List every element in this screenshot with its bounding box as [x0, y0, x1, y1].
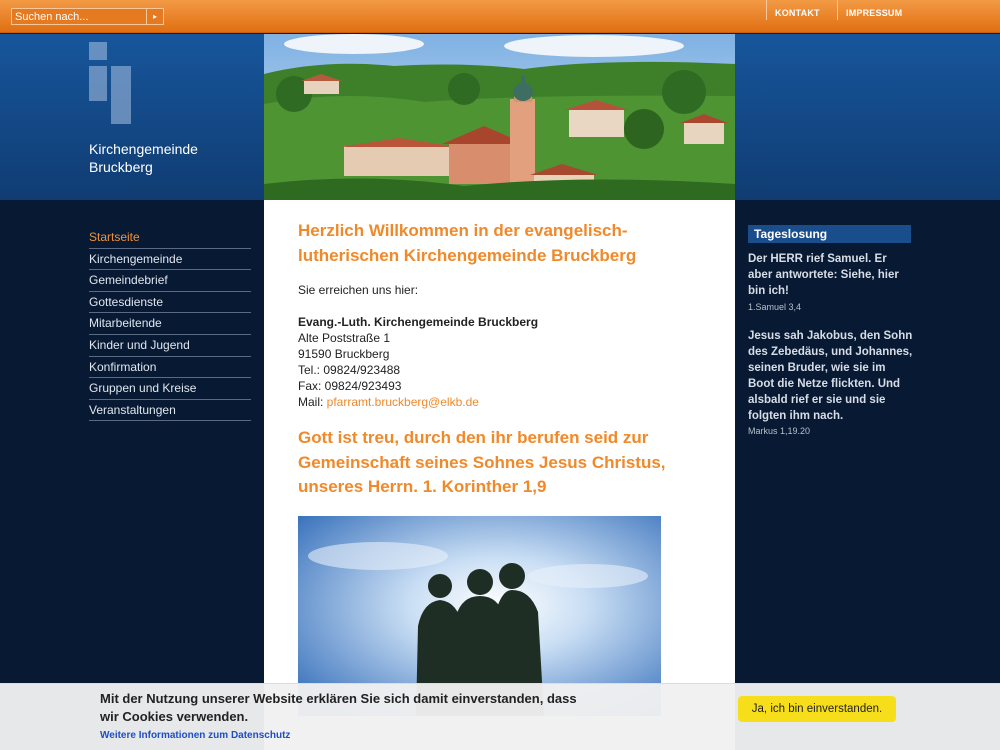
- nav-link[interactable]: Mitarbeitende: [89, 316, 162, 331]
- nav-item-konfirmation[interactable]: [89, 357, 251, 379]
- mail-label: Mail:: [298, 395, 327, 409]
- imprint-link[interactable]: IMPRESSUM: [837, 0, 917, 20]
- lehrtext-verse: Jesus sah Jakobus, den Sohn des Zebedäus, und Johannes, seinen Bruder, wie sie im Boot die Netze flickten. Und alsbald rief er sie und sie folgten ihm nach.: [748, 330, 913, 422]
- address-name: Evang.-Luth. Kirchengemeinde Bruckberg: [298, 315, 539, 329]
- nav-link[interactable]: Gottesdienste: [89, 294, 164, 309]
- hero-church-image: [264, 34, 735, 200]
- nav-link[interactable]: Kirchengemeinde: [89, 251, 183, 266]
- privacy-link[interactable]: Weitere Informationen zum Datenschutz: [100, 730, 291, 741]
- nav-link[interactable]: Gemeindebrief: [89, 273, 168, 288]
- cookie-accept-button[interactable]: Ja, ich bin einverstanden.: [738, 696, 896, 722]
- nav-item-kirchengemeinde[interactable]: [89, 249, 251, 271]
- contact-address: [298, 314, 538, 410]
- nav-item-veranstaltungen[interactable]: [89, 400, 251, 422]
- nav-link[interactable]: Kinder und Jugend: [89, 337, 190, 352]
- verse-heading: Gott ist treu, durch den ihr berufen seid zur Gemeinschaft seines Sohnes Jesus Christus, unseres Herrn. 1. Korinther 1,9: [298, 428, 666, 496]
- header-right: [735, 34, 1000, 200]
- top-bar: [0, 0, 1000, 33]
- contact-link[interactable]: KONTAKT: [766, 0, 837, 20]
- main-navigation: [89, 227, 251, 421]
- page-title: Herzlich Willkommen in der evangelisch-lutherischen Kirchengemeinde Bruckberg: [298, 221, 637, 265]
- nav-item-startseite[interactable]: [89, 227, 251, 249]
- address-city: 91590 Bruckberg: [298, 347, 390, 361]
- nav-link[interactable]: Gruppen und Kreise: [89, 381, 197, 396]
- address-phone: Tel.: 09824/923488: [298, 363, 401, 377]
- cookie-message: Mit der Nutzung unserer Website erklären Sie sich damit einverstanden, dass wir Cookies verwenden.: [100, 691, 577, 724]
- main-content: [264, 200, 735, 750]
- site-name[interactable]: [89, 140, 198, 176]
- search-submit-icon[interactable]: ▸: [146, 9, 163, 24]
- logo-icon[interactable]: [89, 42, 131, 124]
- losung-verse: Der HERR rief Samuel. Er aber antwortete: Siehe, hier bin ich!: [748, 253, 899, 297]
- search-box: [11, 8, 164, 25]
- nav-item-gruppen-und-kreise[interactable]: [89, 378, 251, 400]
- site-name-line1: Kirchengemeinde: [89, 141, 198, 157]
- contact-intro: Sie erreichen uns hier:: [298, 283, 419, 297]
- address-fax: Fax: 09824/923493: [298, 379, 402, 393]
- nav-item-mitarbeitende[interactable]: [89, 313, 251, 335]
- mail-link[interactable]: pfarramt.bruckberg@elkb.de: [326, 395, 479, 409]
- top-links: [766, 0, 917, 20]
- nav-link[interactable]: Veranstaltungen: [89, 402, 176, 417]
- nav-item-gottesdienste[interactable]: [89, 292, 251, 314]
- address-mail-row: [298, 394, 538, 410]
- losung-reference: 1.Samuel 3,4: [748, 302, 802, 312]
- cookie-banner: [0, 683, 1000, 750]
- site-name-line2: Bruckberg: [89, 159, 153, 175]
- address-street: Alte Poststraße 1: [298, 331, 391, 345]
- tageslosung-title: Tageslosung: [748, 225, 911, 243]
- nav-link[interactable]: Konfirmation: [89, 359, 157, 374]
- nav-item-gemeindebrief[interactable]: [89, 270, 251, 292]
- nav-item-kinder-und-jugend[interactable]: [89, 335, 251, 357]
- lehrtext-reference: Markus 1,19.20: [748, 426, 811, 436]
- nav-link[interactable]: Startseite: [89, 230, 140, 244]
- search-input[interactable]: [12, 9, 147, 24]
